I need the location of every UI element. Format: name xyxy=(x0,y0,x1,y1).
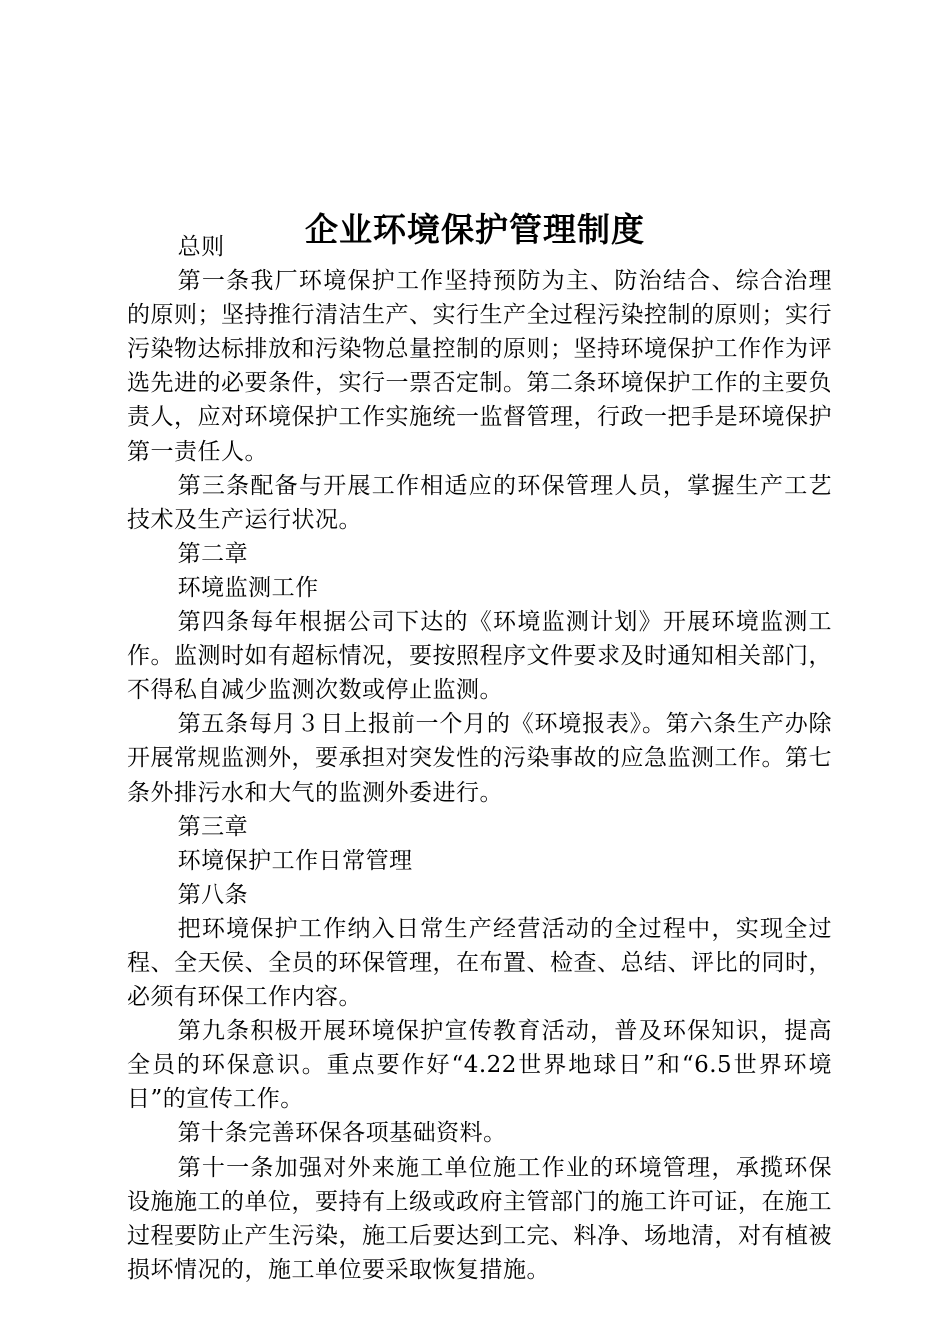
paragraph-general-provisions: 总则 xyxy=(177,234,225,260)
paragraph-article-11: 第十一条加强对外来施工单位施工作业的环境管理，承揽环保设施施工的单位，要持有上级或政府主管部门的施工许可证，在施工过程要防止产生污染，施工后要达到工完、料净、场地清，对有植被损坏情况的，施工单位要采取恢复措施。 xyxy=(127,1154,832,1283)
heading-daily-management: 环境保护工作日常管理 xyxy=(177,847,413,874)
paragraph-article-4: 第四条每年根据公司下达的《环境监测计划》开展环境监测工作。监测时如有超标情况，要按照程序文件要求及时通知相关部门，不得私自减少监测次数或停止监测。 xyxy=(127,609,832,704)
heading-article-8: 第八条 xyxy=(177,881,249,908)
paragraph-article-5-7: 第五条每月３日上报前一个月的《环境报表》。第六条生产办除开展常规监测外，要承担对突发性的污染事故的应急监测工作。第七条外排污水和大气的监测外委进行。 xyxy=(127,711,832,806)
document-title: 企业环境保护管理制度 xyxy=(305,210,645,250)
paragraph-article-1-2: 第一条我厂环境保护工作坚持预防为主、防治结合、综合治理的原则；坚持推行清洁生产、实行生产全过程污染控制的原则；实行污染物达标排放和污染物总量控制的原则；坚持环境保护工作作为评选先进的必要条件，实行一票否定制。第二条环境保护工作的主要负责人，应对环境保护工作实施统一监督管理，行政一把手是环境保护第一责任人。 xyxy=(127,268,832,465)
document-body xyxy=(127,230,832,1287)
paragraph-article-3: 第三条配备与开展工作相适应的环保管理人员，掌握生产工艺技术及生产运行状况。 xyxy=(127,472,832,533)
heading-chapter-2: 第二章 xyxy=(177,540,249,567)
paragraph-article-8-body: 把环境保护工作纳入日常生产经营活动的全过程中，实现全过程、全天侯、全员的环保管理，在布置、检查、总结、评比的同时，必须有环保工作内容。 xyxy=(127,915,832,1011)
paragraph-article-10: 第十条完善环保各项基础资料。 xyxy=(177,1120,507,1147)
heading-chapter-3: 第三章 xyxy=(177,813,249,840)
heading-environmental-monitoring: 环境监测工作 xyxy=(177,574,319,601)
paragraph-article-9: 第九条积极开展环境保护宣传教育活动，普及环保知识，提高全员的环保意识。重点要作好“4.22世界地球日”和“6.5世界环境日”的宣传工作。 xyxy=(127,1018,832,1113)
